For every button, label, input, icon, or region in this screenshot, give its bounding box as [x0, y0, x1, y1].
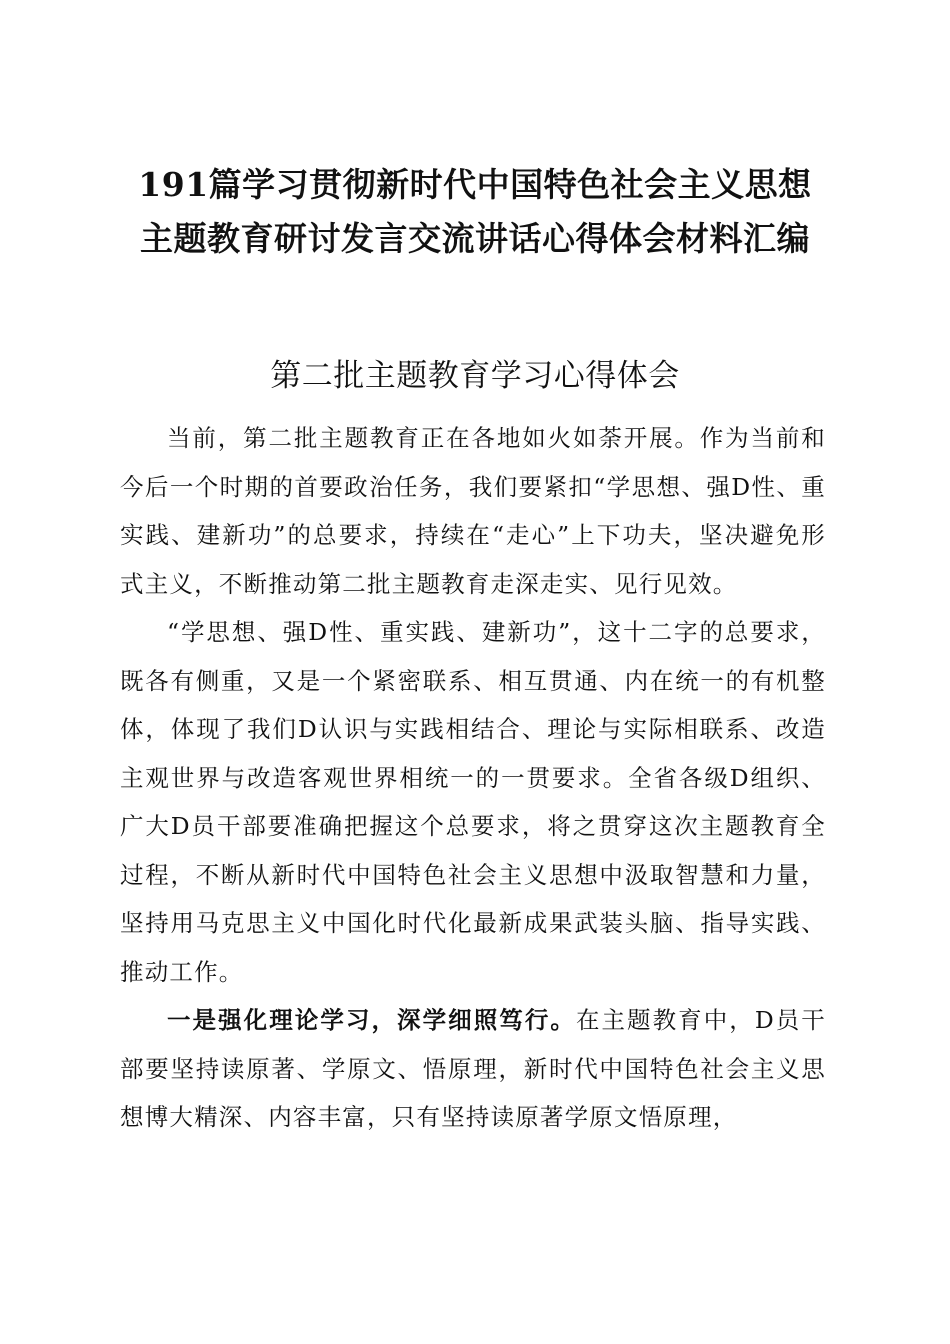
paragraph-1-text: 当前，第二批主题教育正在各地如火如荼开展。作为当前和今后一个时期的首要政治任务，我们要紧扣“学思想、强D性、重实践、建新功”的总要求，持续在“走心”上下功夫，坚决避免形式主义，不断推动第二批主题教育走深走实、见行见效。 — [120, 424, 826, 598]
document-title — [100, 158, 850, 266]
paragraph-3-lead: 一是强化理论学习，深学细照笃行。 — [167, 1006, 576, 1034]
paragraph-1 — [120, 414, 826, 608]
section-title: 第二批主题教育学习心得体会 — [270, 358, 680, 394]
document-body — [120, 414, 826, 1142]
document-title-line-2: 主题教育研讨发言交流讲话心得体会材料汇编 — [140, 219, 810, 258]
paragraph-3-text: 在主题教育中，D员干部要坚持读原著、学原文、悟原理，新时代中国特色社会主义思想博大精深、内容丰富，只有坚持读原著学原文悟原理， — [120, 1006, 827, 1131]
paragraph-2-text: “学思想、强D性、重实践、建新功”，这十二字的总要求，既各有侧重，又是一个紧密联系、相互贯通、内在统一的有机整体，体现了我们D认识与实践相结合、理论与实际相联系、改造主观世界与改造客观世界相统一的一贯要求。全省各级D组织、广大D员干部要准确把握这个总要求，将之贯穿这次主题教育全过程，不断从新时代中国特色社会主义思想中汲取智慧和力量，坚持用马克思主义中国化时代化最新成果武装头脑、指导实践、推动工作。 — [120, 618, 826, 986]
paragraph-3 — [120, 996, 826, 1142]
paragraph-2 — [120, 608, 826, 996]
document-title-line-1: 191篇学习贯彻新时代中国特色社会主义思想 — [138, 165, 812, 204]
